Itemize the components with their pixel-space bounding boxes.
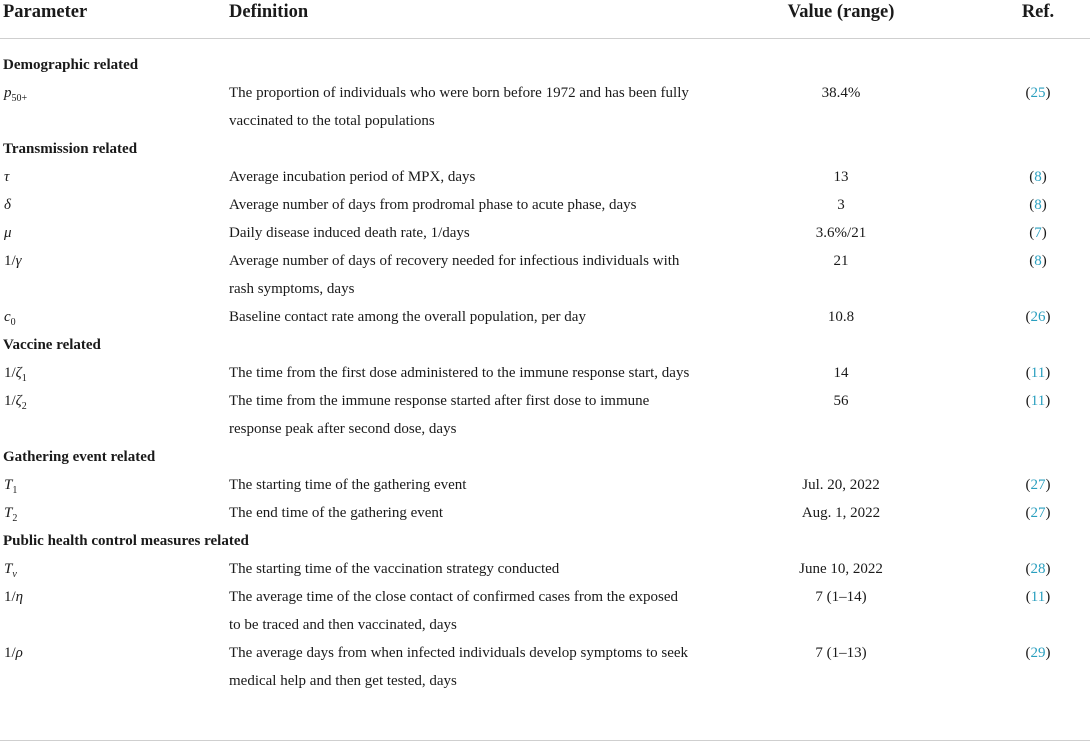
reference-link[interactable]: 28 [1030, 561, 1046, 577]
value-cell: 38.4% [821, 85, 861, 101]
value-cell: 56 [833, 393, 849, 409]
reference-link[interactable]: 8 [1034, 197, 1042, 213]
value-cell: June 10, 2022 [799, 561, 883, 577]
header-parameter: Parameter [0, 0, 226, 39]
definition-cell: The starting time of the gathering event [229, 477, 467, 493]
reference-link[interactable]: 27 [1030, 505, 1046, 521]
section-row [0, 331, 1090, 359]
table-row [0, 191, 1090, 219]
parameter-symbol: μ [4, 225, 12, 241]
definition-cell: The end time of the gathering event [229, 505, 444, 521]
table-header [0, 0, 1090, 39]
reference-cell: (27) [1025, 505, 1051, 521]
parameter-subscript: 1 [21, 373, 27, 384]
reference-cell: (8) [1029, 197, 1047, 213]
parameter-cell [0, 79, 226, 135]
section-title: Transmission related [3, 141, 138, 157]
reference-cell: (28) [1025, 561, 1051, 577]
definition-cell: The time from the immune response started after first dose to immune response peak after second dose, days [229, 393, 650, 437]
section-row [0, 527, 1090, 555]
value-cell: 3.6%/21 [815, 225, 867, 241]
parameter-subscript: 50+ [11, 93, 28, 104]
reference-link[interactable]: 11 [1030, 393, 1046, 409]
parameter-symbol: T [4, 477, 13, 493]
parameter-cell [0, 471, 226, 499]
value-cell: Aug. 1, 2022 [801, 505, 881, 521]
parameter-subscript: 1 [12, 485, 18, 496]
section-row [0, 39, 1090, 80]
parameter-symbol: ρ [15, 645, 23, 661]
parameter-cell [0, 583, 226, 639]
parameter-prefix: 1/ [4, 393, 16, 409]
reference-link[interactable]: 11 [1030, 589, 1046, 605]
parameter-symbol: γ [15, 253, 22, 269]
value-cell: Jul. 20, 2022 [802, 477, 880, 493]
definition-cell: Average number of days from prodromal phase to acute phase, days [229, 197, 637, 213]
definition-cell: The starting time of the vaccination strategy conducted [229, 561, 560, 577]
parameter-symbol: ζ [15, 365, 22, 381]
table-body [0, 39, 1090, 696]
reference-cell: (11) [1025, 589, 1051, 605]
value-cell: 7 (1–13) [815, 645, 867, 661]
definition-cell: The average time of the close contact of confirmed cases from the exposed to be traced and then vaccinated, days [229, 589, 678, 633]
reference-cell: (27) [1025, 477, 1051, 493]
definition-cell: The average days from when infected individuals develop symptoms to seek medical help and then get tested, days [229, 645, 689, 689]
parameter-cell [0, 359, 226, 387]
reference-link[interactable]: 25 [1030, 85, 1046, 101]
parameter-symbol: T [4, 505, 13, 521]
definition-cell: Baseline contact rate among the overall population, per day [229, 309, 586, 325]
parameter-subscript: 2 [21, 401, 27, 412]
header-definition: Definition [226, 0, 696, 39]
parameter-subscript: v [12, 569, 17, 580]
parameter-symbol: p [4, 85, 12, 101]
value-cell: 14 [833, 365, 849, 381]
reference-link[interactable]: 26 [1030, 309, 1046, 325]
reference-cell: (11) [1025, 393, 1051, 409]
parameter-cell [0, 247, 226, 303]
parameter-prefix: 1/ [4, 365, 16, 381]
section-row [0, 443, 1090, 471]
reference-cell: (26) [1025, 309, 1051, 325]
table-row [0, 163, 1090, 191]
section-row [0, 135, 1090, 163]
definition-cell: The time from the first dose administered to the immune response start, days [229, 365, 690, 381]
table-row [0, 79, 1090, 135]
table-row [0, 471, 1090, 499]
parameter-symbol: ζ [15, 393, 22, 409]
value-cell: 21 [833, 253, 849, 269]
parameter-cell [0, 303, 226, 331]
parameter-symbol: T [4, 561, 13, 577]
section-title: Vaccine related [3, 337, 101, 353]
table-row [0, 583, 1090, 639]
parameter-cell [0, 387, 226, 443]
parameter-subscript: 0 [10, 317, 16, 328]
value-cell: 10.8 [827, 309, 855, 325]
parameter-cell [0, 219, 226, 247]
value-cell: 3 [837, 197, 845, 213]
parameter-symbol: δ [4, 197, 11, 213]
table-row [0, 555, 1090, 583]
parameter-cell [0, 639, 226, 695]
reference-cell: (8) [1029, 169, 1047, 185]
reference-link[interactable]: 27 [1030, 477, 1046, 493]
parameter-subscript: 2 [12, 513, 18, 524]
parameter-symbol: c [4, 309, 11, 325]
value-cell: 13 [833, 169, 849, 185]
reference-cell: (29) [1025, 645, 1051, 661]
reference-link[interactable]: 8 [1034, 253, 1042, 269]
section-title: Public health control measures related [3, 533, 249, 549]
header-row [0, 0, 1090, 39]
parameter-cell [0, 555, 226, 583]
definition-cell: The proportion of individuals who were born before 1972 and has been fully vaccinated to the total populations [229, 85, 689, 129]
definition-cell: Daily disease induced death rate, 1/days [229, 225, 470, 241]
table-row [0, 499, 1090, 527]
parameter-symbol: τ [4, 169, 10, 185]
parameter-symbol: η [15, 589, 24, 605]
section-title: Gathering event related [3, 449, 156, 465]
parameter-cell [0, 163, 226, 191]
parameter-prefix: 1/ [4, 589, 16, 605]
header-value: Value (range) [696, 0, 986, 39]
reference-link[interactable]: 29 [1030, 645, 1046, 661]
definition-cell: Average number of days of recovery needed for infectious individuals with rash symptoms, days [229, 253, 680, 297]
reference-link[interactable]: 11 [1030, 365, 1046, 381]
table-row [0, 387, 1090, 443]
section-title: Demographic related [3, 57, 139, 73]
definition-cell: Average incubation period of MPX, days [229, 169, 476, 185]
table-row [0, 247, 1090, 303]
parameter-cell [0, 191, 226, 219]
reference-link[interactable]: 7 [1034, 225, 1042, 241]
parameter-cell [0, 499, 226, 527]
reference-link[interactable]: 8 [1034, 169, 1042, 185]
header-ref: Ref. [986, 0, 1090, 39]
reference-cell: (11) [1025, 365, 1051, 381]
reference-cell: (8) [1029, 253, 1047, 269]
reference-cell: (7) [1029, 225, 1047, 241]
table-row [0, 219, 1090, 247]
table-row [0, 303, 1090, 331]
table-row [0, 639, 1090, 695]
parameter-prefix: 1/ [4, 645, 16, 661]
reference-cell: (25) [1025, 85, 1051, 101]
value-cell: 7 (1–14) [815, 589, 867, 605]
bottom-rule [0, 740, 1090, 741]
parameter-prefix: 1/ [4, 253, 16, 269]
table-row [0, 359, 1090, 387]
